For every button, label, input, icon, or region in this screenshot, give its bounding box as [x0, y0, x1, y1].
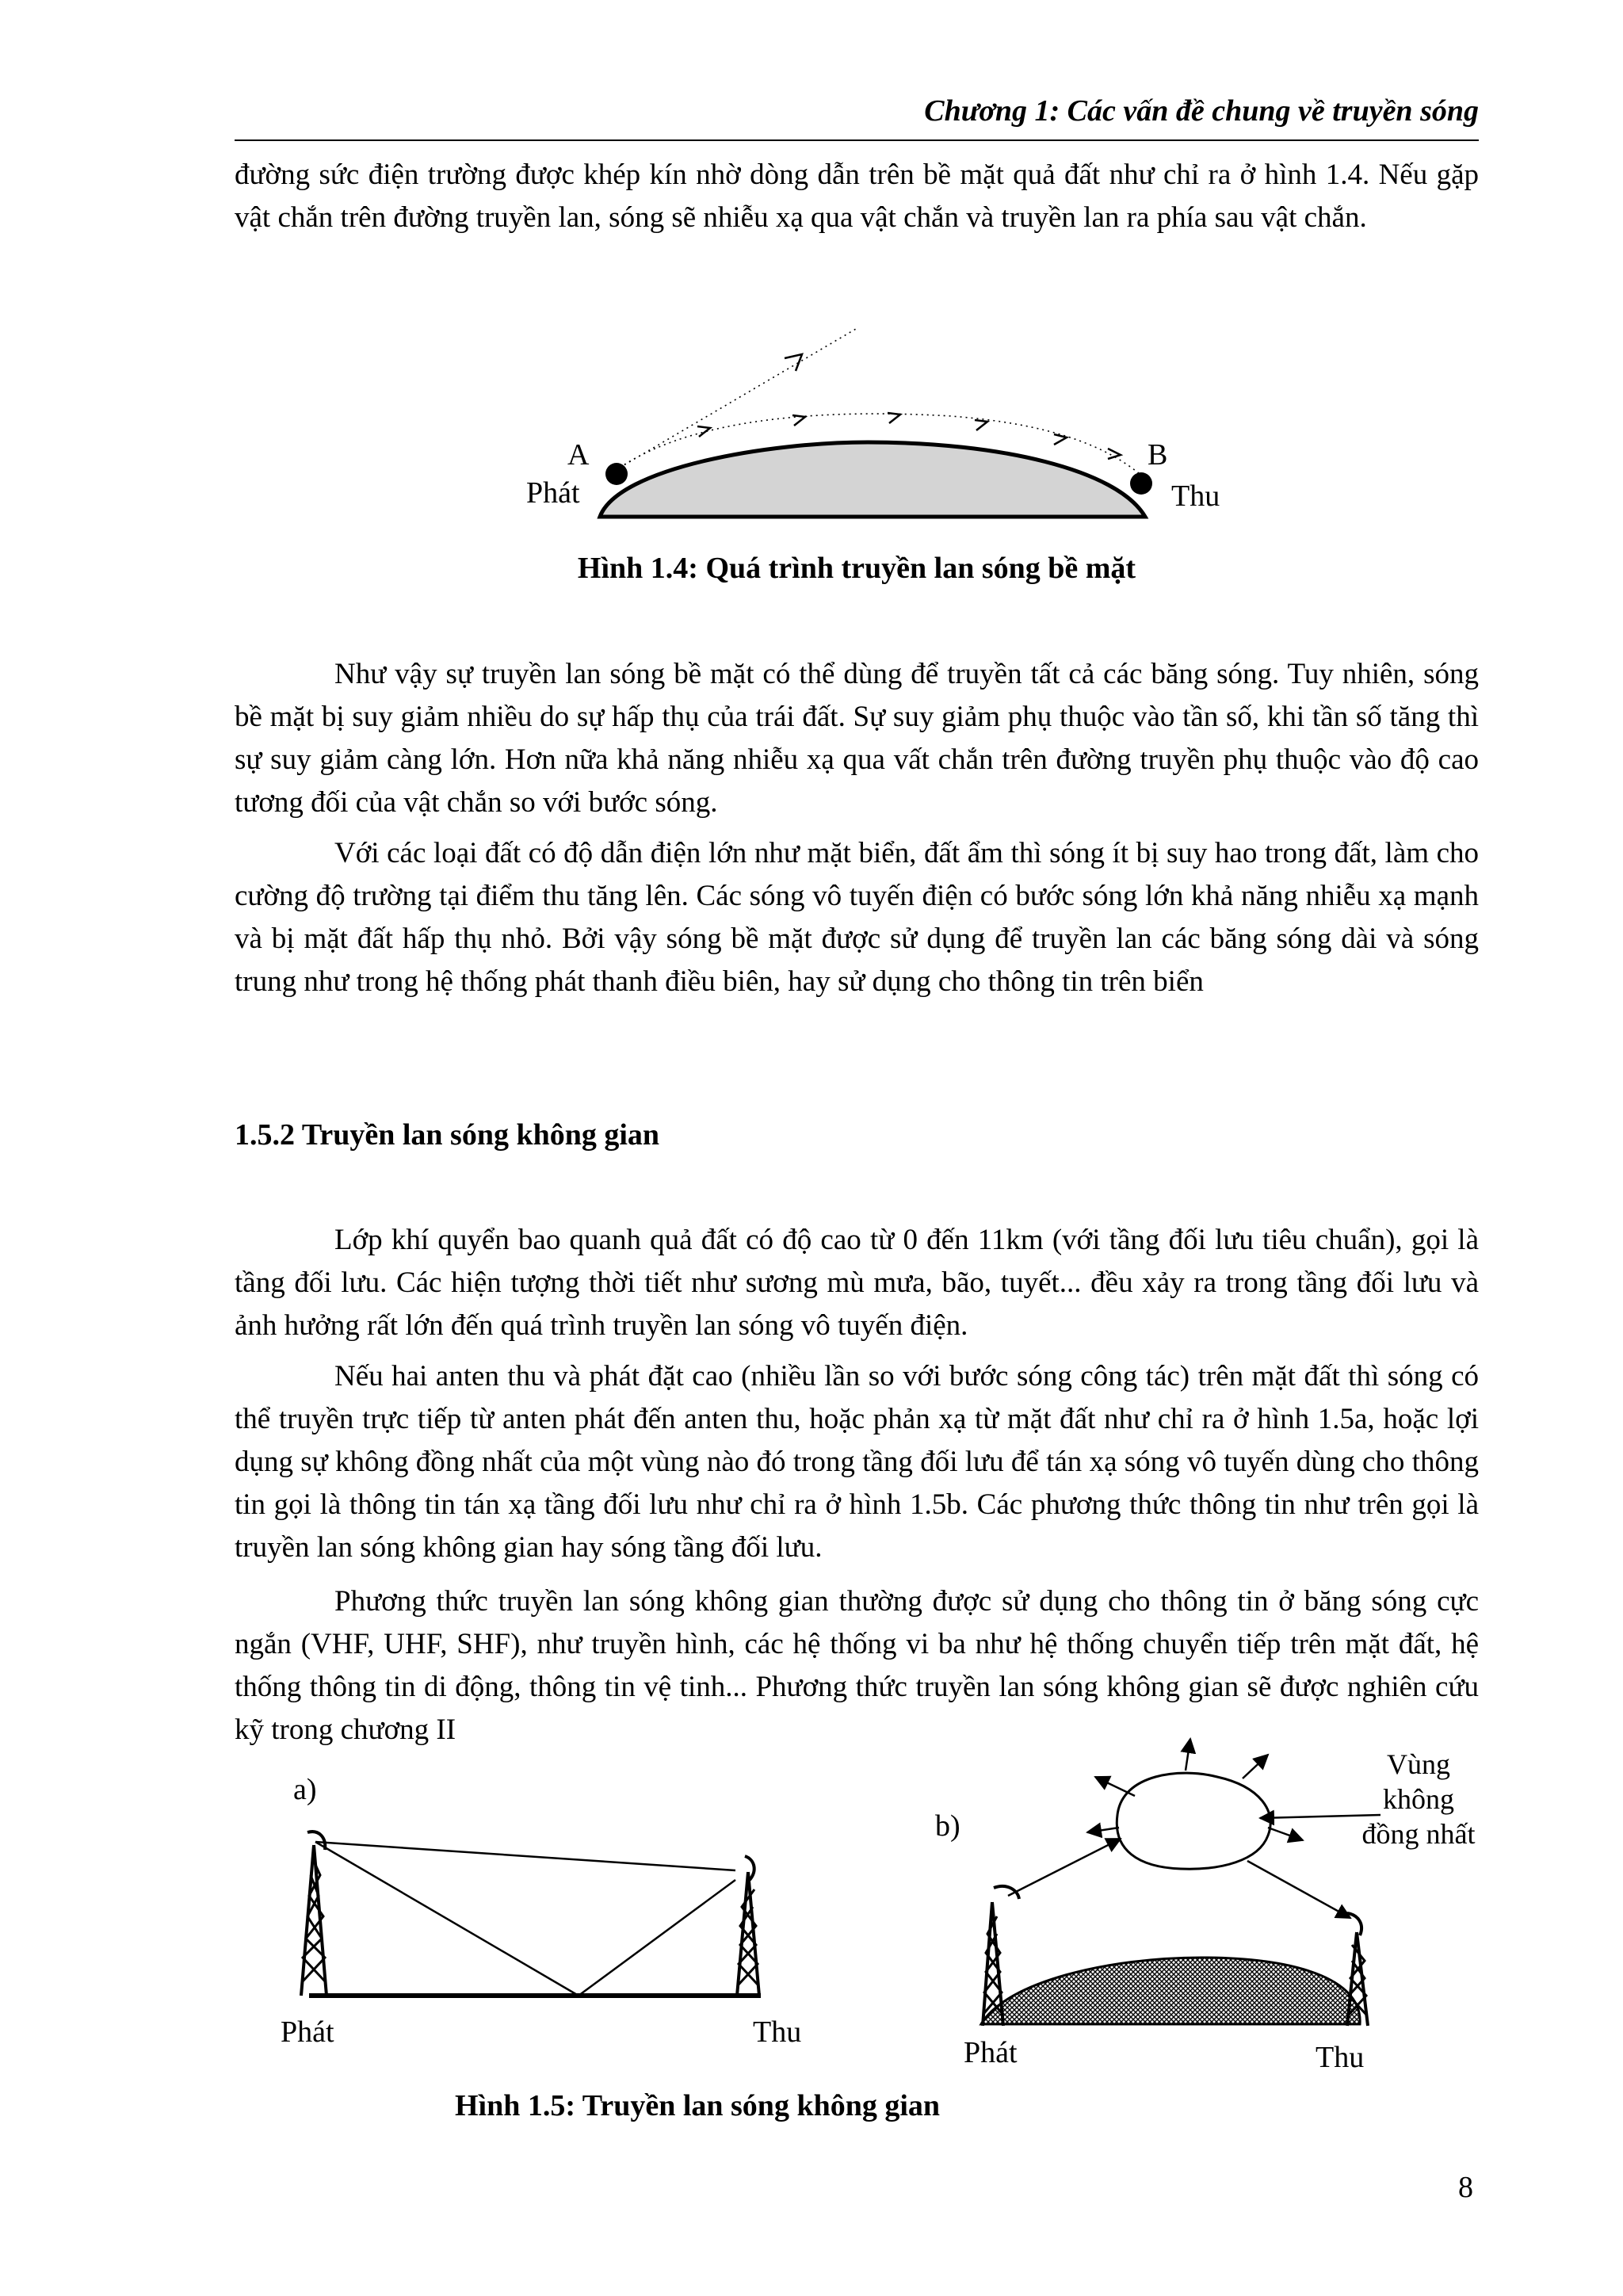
scatter-ray-right — [1268, 1828, 1303, 1840]
paragraph-6: Phương thức truyền lan sóng không gian thường được sử dụng cho thông tin ở băng sóng cực ngắn (VHF, UHF, SHF), như truyền hình, các hệ thống vi ba như hệ thống chuyển tiếp trên mặt đất, hệ thống thông tin di động, thông tin vệ tinh... Phương thức truyền lan sóng không gian sẽ được nghiên cứu kỹ trong chương II — [235, 1585, 1479, 1746]
incident-ray — [315, 1842, 579, 1996]
section-heading: 1.5.2 Truyền lan sóng không gian — [235, 1118, 660, 1152]
figure-1-5a-direct-reflected-diagram — [269, 1759, 840, 2076]
label-receiver: Thu — [1171, 479, 1220, 513]
scatter-ray-down — [1247, 1861, 1350, 1918]
region-label-line3: đồng nhất — [1361, 1818, 1476, 1850]
paragraph-1: đường sức điện trường được khép kín nhờ dòng dẫn trên bề mặt quả đất như chỉ ra ở hình 1.4. Nếu gặp vật chắn trên đường truyền lan, sóng sẽ nhiễu xạ qua vật chắn và truyền lan ra phía sau vật chắn. — [235, 159, 1479, 234]
sky-ray-arrow — [785, 354, 802, 371]
region-label-line2: không — [1383, 1783, 1454, 1815]
receiver-point-b — [1130, 472, 1152, 495]
paragraph-3: Với các loại đất có độ dẫn điện lớn như mặt biển, đất ẩm thì sóng ít bị suy hao trong đất, làm cho cường độ trường tại điểm thu tăng lên. Các sóng vô tuyến điện có bước sóng lớn khả năng nhiễu xạ mạnh và bị mặt đất hấp thụ nhỏ. Bởi vậy sóng bề mặt được sử dụng để truyền lan các băng sóng dài và sóng trung như trong hệ thống phát thanh điều biên, hay sử dụng cho thông tin trên biển — [235, 837, 1479, 998]
page-number: 8 — [1458, 2171, 1473, 2204]
scatter-ray-up-right — [1243, 1755, 1268, 1778]
label-transmitter-a: Phát — [281, 2015, 334, 2049]
earth-surface-dome — [600, 442, 1145, 517]
scatter-ray-up — [1186, 1739, 1190, 1771]
label-transmitter-b: Phát — [964, 2036, 1018, 2069]
header-rule — [235, 139, 1479, 141]
figure-1-4-surface-wave-diagram — [507, 317, 1236, 531]
label-receiver-b: Thu — [1316, 2041, 1365, 2074]
figure-1-5-caption: Hình 1.5: Truyền lan sóng không gian — [454, 2089, 941, 2122]
transmitter-tower — [301, 1832, 327, 1996]
paragraph-5: Nếu hai anten thu và phát đặt cao (nhiều lần so với bước sóng công tác) trên mặt đất thì sóng có thể truyền trực tiếp từ anten phát đến anten thu, hoặc phản xạ từ mặt đất như chỉ ra ở hình 1.5a, hoặc lợi dụng sự không đồng nhất của một vùng nào đó trong tầng đối lưu để tán xạ sóng vô tuyến dùng cho thông tin gọi là thông tin tán xạ tầng đối lưu như chỉ ra ở hình 1.5b. Các phương thức thông tin như trên gọi là truyền lan sóng không gian hay sóng tầng đối lưu. — [235, 1360, 1479, 1564]
part-b-label: b) — [935, 1809, 960, 1843]
chapter-header: Chương 1: Các vấn đề chung về truyền sóng — [924, 94, 1479, 128]
paragraph-4: Lớp khí quyển bao quanh quả đất có độ cao từ 0 đến 11km (với tầng đối lưu tiêu chuẩn), gọi là tầng đối lưu. Các hiện tượng thời tiết như sương mù mưa, bão, tuyết... đều xảy ra trong tầng đối lưu và ảnh hưởng rất lớn đến quá trình truyền lan sóng vô tuyến điện. — [235, 1224, 1479, 1342]
region-label-line1: Vùng — [1387, 1748, 1450, 1780]
label-a: A — [567, 438, 590, 472]
label-b: B — [1148, 438, 1168, 472]
figure-1-5b-tropospheric-scatter-diagram — [919, 1720, 1490, 2076]
transmitter-point-a — [605, 463, 628, 485]
figure-1-4-caption: Hình 1.4: Quá trình truyền lan sóng bề mặt — [577, 552, 1136, 585]
scatter-ray-up-left — [1095, 1777, 1135, 1796]
earth-hatched-dome — [981, 1958, 1360, 2024]
inhomogeneous-region — [1117, 1773, 1270, 1869]
receiver-tower — [737, 1856, 759, 1996]
reflected-ray — [579, 1880, 735, 1996]
scatter-ray-left — [1087, 1828, 1119, 1832]
label-receiver-a: Thu — [753, 2015, 802, 2049]
incident-ray-b — [1008, 1839, 1121, 1896]
paragraph-2: Như vậy sự truyền lan sóng bề mặt có thể dùng để truyền tất cả các băng sóng. Tuy nhiên, sóng bề mặt bị suy giảm nhiều do sự hấp thụ của trái đất. Sự suy giảm phụ thuộc vào tần số, khi tần số tăng thì sự suy giảm càng lớn. Hơn nữa khả năng nhiễu xạ qua vất chắn trên đường truyền phụ thuộc vào độ cao tương đối của vật chắn so với bước sóng. — [235, 658, 1479, 819]
part-a-label: a) — [293, 1773, 317, 1806]
direct-ray — [315, 1842, 735, 1870]
label-transmitter: Phát — [526, 476, 580, 510]
